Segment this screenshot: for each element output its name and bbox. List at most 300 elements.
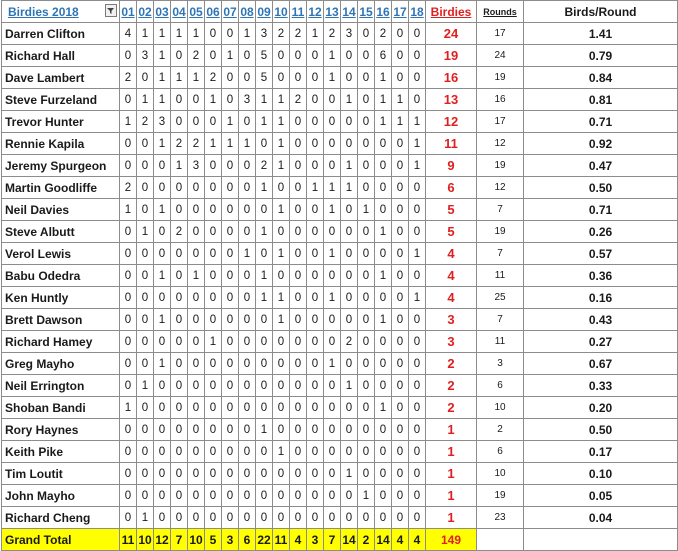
hole-birdie-count: 0	[392, 331, 409, 353]
empty-cell	[477, 529, 524, 551]
hole-header[interactable]: 01	[120, 1, 137, 23]
birdies-total: 16	[426, 67, 477, 89]
hole-birdie-count: 0	[256, 243, 273, 265]
hole-birdie-count: 0	[171, 419, 188, 441]
hole-birdie-count: 0	[409, 353, 426, 375]
hole-birdie-count: 0	[205, 199, 222, 221]
hole-birdie-count: 0	[205, 155, 222, 177]
hole-birdie-count: 0	[188, 441, 205, 463]
table-row	[2, 375, 678, 397]
hole-birdie-count: 0	[409, 463, 426, 485]
hole-header[interactable]: 08	[239, 1, 256, 23]
hole-birdie-count: 0	[273, 221, 290, 243]
rounds-count: 6	[477, 375, 524, 397]
hole-birdie-count: 1	[341, 89, 358, 111]
hole-birdie-count: 0	[324, 375, 341, 397]
hole-birdie-count: 1	[273, 309, 290, 331]
birds-per-round: 0.50	[524, 177, 678, 199]
hole-total: 7	[171, 529, 188, 551]
hole-birdie-count: 1	[137, 23, 154, 45]
rounds-count: 19	[477, 155, 524, 177]
table-row	[2, 23, 678, 45]
player-name: Rory Haynes	[2, 419, 120, 441]
birdies-total: 1	[426, 419, 477, 441]
hole-birdie-count: 1	[273, 111, 290, 133]
player-name: Dave Lambert	[2, 67, 120, 89]
hole-birdie-count: 2	[188, 133, 205, 155]
hole-birdie-count: 0	[239, 177, 256, 199]
hole-birdie-count: 0	[358, 89, 375, 111]
hole-birdie-count: 0	[307, 287, 324, 309]
hole-birdie-count: 0	[358, 45, 375, 67]
hole-birdie-count: 0	[375, 199, 392, 221]
hole-birdie-count: 0	[341, 243, 358, 265]
hole-birdie-count: 0	[222, 221, 239, 243]
hole-birdie-count: 1	[256, 419, 273, 441]
hole-birdie-count: 1	[120, 397, 137, 419]
hole-birdie-count: 0	[375, 287, 392, 309]
hole-birdie-count: 1	[205, 331, 222, 353]
hole-birdie-count: 3	[256, 23, 273, 45]
table-row	[2, 67, 678, 89]
birds-per-round: 1.41	[524, 23, 678, 45]
table-row	[2, 463, 678, 485]
birdies-total: 3	[426, 331, 477, 353]
hole-header[interactable]: 13	[324, 1, 341, 23]
birds-per-round: 0.36	[524, 265, 678, 287]
hole-birdie-count: 0	[307, 243, 324, 265]
player-name: Martin Goodliffe	[2, 177, 120, 199]
hole-total: 3	[307, 529, 324, 551]
hole-birdie-count: 0	[290, 133, 307, 155]
table-row	[2, 89, 678, 111]
hole-birdie-count: 0	[205, 23, 222, 45]
hole-birdie-count: 1	[409, 155, 426, 177]
hole-birdie-count: 0	[171, 199, 188, 221]
hole-birdie-count: 0	[358, 353, 375, 375]
hole-birdie-count: 2	[256, 155, 273, 177]
hole-birdie-count: 1	[375, 89, 392, 111]
hole-birdie-count: 0	[239, 485, 256, 507]
hole-birdie-count: 0	[341, 45, 358, 67]
empty-cell	[524, 529, 678, 551]
hole-birdie-count: 0	[409, 309, 426, 331]
hole-birdie-count: 0	[256, 507, 273, 529]
hole-birdie-count: 0	[290, 221, 307, 243]
hole-birdie-count: 0	[392, 353, 409, 375]
hole-header[interactable]: 03	[154, 1, 171, 23]
hole-birdie-count: 0	[239, 353, 256, 375]
hole-birdie-count: 0	[239, 507, 256, 529]
hole-birdie-count: 1	[205, 133, 222, 155]
hole-birdie-count: 1	[358, 199, 375, 221]
hole-birdie-count: 0	[154, 375, 171, 397]
hole-total: 11	[120, 529, 137, 551]
hole-birdie-count: 0	[205, 485, 222, 507]
birds-per-round: 0.47	[524, 155, 678, 177]
birdies-total: 3	[426, 309, 477, 331]
rounds-count: 25	[477, 287, 524, 309]
hole-birdie-count: 1	[154, 353, 171, 375]
hole-birdie-count: 0	[324, 397, 341, 419]
hole-birdie-count: 0	[222, 331, 239, 353]
hole-birdie-count: 0	[171, 375, 188, 397]
hole-birdie-count: 0	[307, 507, 324, 529]
hole-birdie-count: 0	[324, 111, 341, 133]
hole-birdie-count: 1	[120, 199, 137, 221]
hole-total: 14	[341, 529, 358, 551]
hole-birdie-count: 0	[409, 375, 426, 397]
hole-birdie-count: 0	[307, 111, 324, 133]
hole-birdie-count: 0	[256, 463, 273, 485]
rounds-count: 11	[477, 331, 524, 353]
hole-birdie-count: 0	[341, 133, 358, 155]
player-name: Steve Furzeland	[2, 89, 120, 111]
hole-birdie-count: 0	[358, 67, 375, 89]
hole-birdie-count: 2	[171, 221, 188, 243]
hole-birdie-count: 0	[341, 221, 358, 243]
hole-birdie-count: 0	[137, 199, 154, 221]
player-name: Brett Dawson	[2, 309, 120, 331]
hole-birdie-count: 1	[188, 265, 205, 287]
hole-birdie-count: 1	[307, 23, 324, 45]
hole-header[interactable]: 14	[341, 1, 358, 23]
hole-birdie-count: 4	[120, 23, 137, 45]
player-name: Richard Hall	[2, 45, 120, 67]
hole-birdie-count: 1	[273, 441, 290, 463]
hole-birdie-count: 0	[256, 441, 273, 463]
hole-birdie-count: 0	[273, 331, 290, 353]
hole-birdie-count: 0	[239, 331, 256, 353]
hole-birdie-count: 0	[205, 309, 222, 331]
hole-birdie-count: 2	[375, 23, 392, 45]
hole-birdie-count: 0	[307, 419, 324, 441]
hole-birdie-count: 0	[307, 331, 324, 353]
birdies-total: 2	[426, 397, 477, 419]
hole-birdie-count: 0	[256, 485, 273, 507]
hole-birdie-count: 0	[290, 485, 307, 507]
hole-birdie-count: 0	[358, 309, 375, 331]
table-row	[2, 397, 678, 419]
hole-birdie-count: 0	[239, 397, 256, 419]
hole-header[interactable]: 11	[290, 1, 307, 23]
hole-header[interactable]: 06	[205, 1, 222, 23]
hole-header[interactable]: 05	[188, 1, 205, 23]
hole-birdie-count: 0	[358, 419, 375, 441]
hole-birdie-count: 0	[273, 397, 290, 419]
hole-birdie-count: 0	[188, 177, 205, 199]
hole-birdie-count: 0	[409, 199, 426, 221]
hole-birdie-count: 0	[171, 441, 188, 463]
hole-birdie-count: 0	[154, 463, 171, 485]
hole-birdie-count: 1	[171, 23, 188, 45]
birds-per-round: 0.10	[524, 463, 678, 485]
hole-birdie-count: 0	[222, 419, 239, 441]
hole-birdie-count: 0	[307, 67, 324, 89]
player-name: Verol Lewis	[2, 243, 120, 265]
birds-per-round: 0.27	[524, 331, 678, 353]
hole-birdie-count: 0	[375, 375, 392, 397]
hole-birdie-count: 0	[222, 507, 239, 529]
birdies-header[interactable]: Birdies	[426, 1, 477, 23]
hole-birdie-count: 1	[341, 375, 358, 397]
hole-header[interactable]: 18	[409, 1, 426, 23]
hole-birdie-count: 0	[256, 309, 273, 331]
hole-birdie-count: 0	[392, 243, 409, 265]
hole-birdie-count: 0	[307, 45, 324, 67]
hole-birdie-count: 3	[188, 155, 205, 177]
hole-birdie-count: 0	[205, 243, 222, 265]
hole-birdie-count: 1	[341, 463, 358, 485]
hole-birdie-count: 5	[256, 67, 273, 89]
hole-birdie-count: 1	[256, 177, 273, 199]
rounds-count: 11	[477, 265, 524, 287]
hole-birdie-count: 0	[341, 199, 358, 221]
hole-birdie-count: 0	[324, 133, 341, 155]
hole-birdie-count: 0	[222, 397, 239, 419]
hole-birdie-count: 0	[273, 177, 290, 199]
hole-birdie-count: 0	[188, 221, 205, 243]
table-row	[2, 507, 678, 529]
table-row	[2, 199, 678, 221]
hole-total: 6	[239, 529, 256, 551]
birdies-total: 24	[426, 23, 477, 45]
hole-birdie-count: 0	[120, 221, 137, 243]
hole-birdie-count: 0	[375, 507, 392, 529]
rounds-count: 2	[477, 419, 524, 441]
birds-per-round: 0.26	[524, 221, 678, 243]
hole-birdie-count: 1	[375, 309, 392, 331]
hole-birdie-count: 1	[392, 89, 409, 111]
hole-birdie-count: 0	[358, 243, 375, 265]
hole-header[interactable]: 09	[256, 1, 273, 23]
hole-birdie-count: 0	[392, 45, 409, 67]
hole-header[interactable]: 07	[222, 1, 239, 23]
hole-birdie-count: 0	[409, 507, 426, 529]
hole-birdie-count: 0	[290, 331, 307, 353]
hole-birdie-count: 0	[290, 507, 307, 529]
hole-birdie-count: 0	[324, 507, 341, 529]
hole-birdie-count: 0	[154, 441, 171, 463]
hole-birdie-count: 0	[392, 155, 409, 177]
hole-birdie-count: 1	[358, 485, 375, 507]
player-name: Tim Loutit	[2, 463, 120, 485]
birdies-total: 4	[426, 265, 477, 287]
hole-birdie-count: 0	[341, 111, 358, 133]
hole-header[interactable]: 04	[171, 1, 188, 23]
hole-birdie-count: 1	[154, 199, 171, 221]
hole-birdie-count: 0	[205, 419, 222, 441]
hole-birdie-count: 1	[256, 265, 273, 287]
hole-birdie-count: 0	[222, 265, 239, 287]
hole-birdie-count: 0	[171, 353, 188, 375]
hole-birdie-count: 0	[409, 89, 426, 111]
hole-birdie-count: 0	[307, 155, 324, 177]
hole-birdie-count: 1	[375, 397, 392, 419]
rounds-header[interactable]: Rounds	[477, 1, 524, 23]
hole-header[interactable]: 10	[273, 1, 290, 23]
birdies-total: 1	[426, 463, 477, 485]
hole-birdie-count: 0	[222, 485, 239, 507]
hole-total: 22	[256, 529, 273, 551]
rounds-count: 7	[477, 199, 524, 221]
hole-birdie-count: 0	[375, 331, 392, 353]
hole-birdie-count: 0	[392, 397, 409, 419]
hole-birdie-count: 0	[392, 507, 409, 529]
hole-birdie-count: 0	[205, 463, 222, 485]
hole-birdie-count: 0	[375, 177, 392, 199]
hole-birdie-count: 0	[137, 67, 154, 89]
hole-birdie-count: 0	[392, 309, 409, 331]
hole-birdie-count: 2	[120, 67, 137, 89]
hole-birdie-count: 0	[375, 485, 392, 507]
filter-dropdown-icon[interactable]	[105, 4, 117, 17]
hole-birdie-count: 0	[409, 331, 426, 353]
player-name: Babu Odedra	[2, 265, 120, 287]
hole-header[interactable]: 12	[307, 1, 324, 23]
hole-birdie-count: 0	[409, 419, 426, 441]
rounds-count: 10	[477, 397, 524, 419]
hole-birdie-count: 0	[307, 485, 324, 507]
hole-birdie-count: 0	[188, 89, 205, 111]
hole-birdie-count: 0	[205, 45, 222, 67]
hole-birdie-count: 3	[137, 45, 154, 67]
hole-birdie-count: 0	[222, 155, 239, 177]
hole-birdie-count: 0	[188, 243, 205, 265]
hole-birdie-count: 0	[120, 353, 137, 375]
hole-birdie-count: 0	[358, 155, 375, 177]
hole-birdie-count: 0	[222, 375, 239, 397]
hole-birdie-count: 0	[256, 133, 273, 155]
hole-birdie-count: 0	[205, 375, 222, 397]
hole-birdie-count: 0	[137, 265, 154, 287]
hole-birdie-count: 0	[358, 397, 375, 419]
hole-birdie-count: 0	[375, 155, 392, 177]
player-name: Shoban Bandi	[2, 397, 120, 419]
hole-birdie-count: 0	[341, 309, 358, 331]
hole-birdie-count: 1	[256, 221, 273, 243]
table-row	[2, 309, 678, 331]
hole-birdie-count: 1	[375, 221, 392, 243]
player-name: Richard Hamey	[2, 331, 120, 353]
table-row	[2, 243, 678, 265]
hole-header[interactable]: 17	[392, 1, 409, 23]
hole-birdie-count: 0	[171, 265, 188, 287]
rounds-count: 23	[477, 507, 524, 529]
player-name: Ken Huntly	[2, 287, 120, 309]
table-row	[2, 111, 678, 133]
hole-birdie-count: 0	[324, 463, 341, 485]
hole-birdie-count: 0	[205, 265, 222, 287]
hole-birdie-count: 0	[307, 221, 324, 243]
birdies-total: 6	[426, 177, 477, 199]
hole-birdie-count: 0	[392, 265, 409, 287]
hole-birdie-count: 1	[137, 221, 154, 243]
hole-total: 5	[205, 529, 222, 551]
hole-header[interactable]: 16	[375, 1, 392, 23]
hole-birdie-count: 0	[205, 397, 222, 419]
hole-birdie-count: 0	[188, 287, 205, 309]
hole-birdie-count: 0	[409, 265, 426, 287]
hole-birdie-count: 1	[273, 199, 290, 221]
table-row	[2, 133, 678, 155]
hole-birdie-count: 0	[188, 485, 205, 507]
hole-birdie-count: 0	[154, 287, 171, 309]
hole-birdie-count: 0	[154, 419, 171, 441]
hole-birdie-count: 0	[341, 485, 358, 507]
hole-birdie-count: 1	[392, 111, 409, 133]
rounds-count: 10	[477, 463, 524, 485]
hole-birdie-count: 0	[256, 199, 273, 221]
hole-birdie-count: 0	[409, 23, 426, 45]
hole-header[interactable]: 15	[358, 1, 375, 23]
hole-total: 12	[154, 529, 171, 551]
hole-total: 7	[324, 529, 341, 551]
hole-header[interactable]: 02	[137, 1, 154, 23]
table-row	[2, 265, 678, 287]
hole-birdie-count: 0	[120, 331, 137, 353]
hole-birdie-count: 0	[120, 507, 137, 529]
hole-birdie-count: 1	[324, 67, 341, 89]
hole-birdie-count: 0	[137, 397, 154, 419]
hole-birdie-count: 2	[205, 67, 222, 89]
hole-total: 10	[137, 529, 154, 551]
hole-birdie-count: 0	[222, 353, 239, 375]
hole-birdie-count: 0	[375, 133, 392, 155]
hole-birdie-count: 0	[222, 67, 239, 89]
hole-birdie-count: 0	[392, 221, 409, 243]
hole-birdie-count: 0	[392, 199, 409, 221]
hole-birdie-count: 0	[290, 353, 307, 375]
hole-birdie-count: 0	[324, 265, 341, 287]
hole-birdie-count: 1	[324, 287, 341, 309]
table-row	[2, 441, 678, 463]
hole-birdie-count: 0	[188, 353, 205, 375]
hole-birdie-count: 0	[205, 221, 222, 243]
hole-birdie-count: 0	[358, 375, 375, 397]
hole-birdie-count: 0	[358, 177, 375, 199]
hole-birdie-count: 0	[188, 507, 205, 529]
hole-birdie-count: 0	[222, 463, 239, 485]
hole-birdie-count: 0	[392, 23, 409, 45]
hole-birdie-count: 1	[324, 177, 341, 199]
hole-birdie-count: 2	[290, 23, 307, 45]
hole-birdie-count: 0	[154, 155, 171, 177]
birdies-total: 19	[426, 45, 477, 67]
rounds-count: 7	[477, 243, 524, 265]
hole-birdie-count: 0	[137, 177, 154, 199]
hole-birdie-count: 0	[137, 155, 154, 177]
birdies-total: 1	[426, 441, 477, 463]
table-row	[2, 419, 678, 441]
hole-birdie-count: 1	[205, 89, 222, 111]
hole-birdie-count: 0	[324, 331, 341, 353]
hole-birdie-count: 1	[324, 243, 341, 265]
hole-birdie-count: 0	[358, 287, 375, 309]
player-name: Richard Cheng	[2, 507, 120, 529]
hole-birdie-count: 0	[392, 463, 409, 485]
hole-total: 2	[358, 529, 375, 551]
hole-birdie-count: 0	[154, 485, 171, 507]
hole-birdie-count: 0	[154, 507, 171, 529]
hole-birdie-count: 0	[290, 199, 307, 221]
hole-birdie-count: 1	[409, 243, 426, 265]
hole-birdie-count: 2	[290, 89, 307, 111]
hole-birdie-count: 0	[239, 45, 256, 67]
hole-birdie-count: 1	[256, 111, 273, 133]
hole-birdie-count: 0	[171, 111, 188, 133]
hole-birdie-count: 0	[392, 419, 409, 441]
